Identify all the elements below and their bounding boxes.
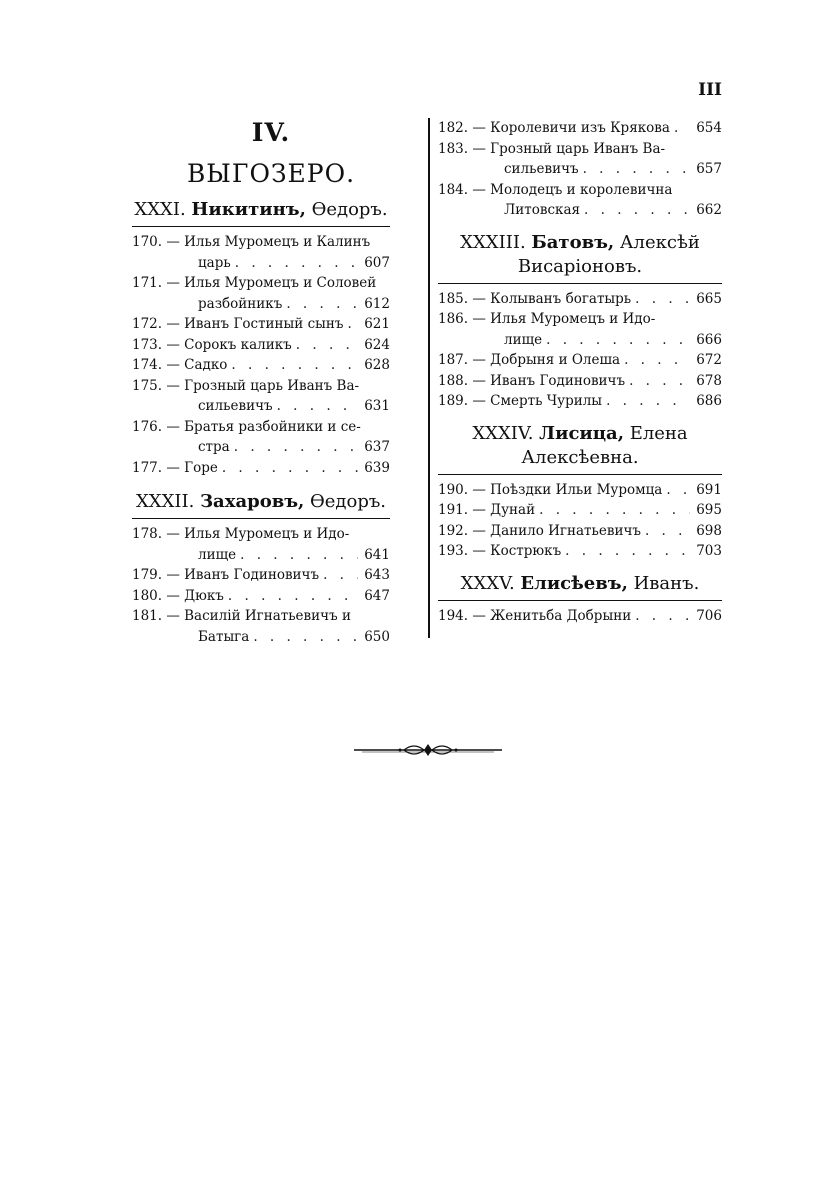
leader-dots (670, 118, 690, 139)
section-numeral: XXXI. (134, 199, 192, 220)
entry-page-number: 666 (696, 331, 722, 348)
section-given-name: Елена Алексѣевна. (521, 422, 688, 468)
toc-entry (132, 273, 390, 314)
section-rule (438, 283, 722, 284)
entry-title: 186. — Илья Муромецъ и Идо- (438, 311, 656, 327)
toc-entry-line (132, 273, 390, 294)
toc-entry (132, 565, 390, 586)
entry-title-continuation: лище (504, 331, 543, 348)
section-rule (132, 518, 390, 519)
toc-entry (438, 541, 722, 562)
toc-entry (438, 118, 722, 139)
entry-title: 185. — Колыванъ богатырь (438, 290, 632, 307)
leader-dots (224, 586, 358, 607)
leader-dots (542, 330, 690, 351)
toc-entry-line (132, 524, 390, 545)
leader-dots (230, 437, 358, 458)
leader-dots (343, 314, 358, 335)
toc-entry-line (132, 627, 390, 648)
toc-entry (438, 500, 722, 521)
entry-title-continuation: стра (198, 439, 230, 455)
leader-dots (641, 521, 690, 542)
right-sections (438, 231, 722, 627)
toc-entry-line (438, 200, 722, 221)
toc-entry (438, 606, 722, 627)
entry-page-number: 641 (364, 546, 390, 563)
leader-dots (218, 458, 358, 479)
toc-entry (438, 350, 722, 371)
entry-title: 188. — Иванъ Годиновичъ (438, 372, 626, 389)
entry-page-number: 621 (364, 316, 390, 332)
entry-page-number: 665 (696, 290, 722, 307)
entry-page-number: 612 (364, 295, 390, 312)
toc-entry-line (132, 253, 390, 274)
toc-entry-line (438, 159, 722, 180)
entry-page-number: 698 (696, 522, 722, 539)
entry-page-number: 678 (696, 372, 722, 389)
leader-dots (580, 200, 690, 221)
entry-page-number: 607 (364, 254, 390, 271)
entry-page-number: 706 (696, 607, 722, 624)
ornament-divider (354, 738, 502, 762)
entry-list (438, 480, 722, 562)
entry-title-continuation: царь (198, 254, 231, 271)
section-rule (438, 600, 722, 601)
leader-dots (631, 289, 690, 310)
leader-dots (535, 500, 690, 521)
leader-dots (227, 355, 358, 376)
entry-page-number: 639 (364, 459, 390, 476)
author-section (438, 572, 722, 627)
leader-dots (231, 253, 358, 274)
toc-entry-line (132, 565, 390, 586)
section-surname: Батовъ, (531, 231, 615, 253)
entry-title-continuation: Литовская (504, 202, 581, 218)
entry-title: 193. — Кострюкъ (438, 543, 562, 559)
toc-entry-line (438, 391, 722, 412)
section-given-name: Иванъ. (627, 572, 700, 594)
toc-entry-line (132, 335, 390, 356)
toc-entry-line (132, 376, 390, 397)
section-heading (438, 572, 722, 596)
entry-title-continuation: Батыга (198, 628, 250, 645)
section-rule (438, 474, 722, 475)
leader-dots (282, 294, 358, 315)
entry-page-number: 637 (364, 439, 390, 455)
entry-title: 191. — Дунай (438, 502, 536, 518)
entry-page-number: 703 (696, 543, 722, 559)
entry-title: 175. — Грозный царь Иванъ Ва- (132, 377, 360, 394)
section-given-name: Ѳедоръ. (304, 491, 387, 512)
entry-title-continuation: разбойникъ (198, 295, 283, 312)
toc-entry (132, 417, 390, 458)
author-section (132, 490, 390, 647)
entry-title: 192. — Данило Игнатьевичъ (438, 522, 641, 539)
entry-title: 181. — Василій Игнатьевичъ и (132, 608, 351, 624)
section-numeral: XXXII. (135, 491, 201, 512)
section-numeral: XXXIV. (472, 422, 540, 444)
toc-entry (438, 480, 722, 501)
entry-page-number: 695 (696, 502, 722, 518)
right-intro-entries (438, 118, 722, 221)
entry-title: 171. — Илья Муромецъ и Соловей (132, 275, 377, 291)
section-surname: Лисица, (539, 422, 624, 444)
left-sections (132, 198, 390, 647)
leader-dots (625, 371, 690, 392)
entry-title: 174. — Садко (132, 357, 228, 373)
entry-title-continuation: сильевичъ (198, 398, 273, 414)
toc-entry (438, 180, 722, 221)
entry-title: 180. — Дюкъ (132, 587, 224, 604)
entry-page-number: 657 (696, 161, 722, 177)
entry-page-number: 686 (696, 393, 722, 409)
leader-dots (236, 545, 358, 566)
section-heading (132, 198, 390, 222)
toc-entry-line (438, 118, 722, 139)
leader-dots (561, 541, 690, 562)
section-surname: Захаровъ, (200, 491, 305, 512)
toc-entry-line (132, 458, 390, 479)
entry-title: 189. — Смерть Чурилы (438, 393, 603, 409)
author-section (438, 422, 722, 562)
leader-dots (602, 391, 690, 412)
entry-title-continuation: сильевичъ (504, 161, 579, 177)
entry-title: 182. — Королевичи изъ Крякова (438, 120, 670, 136)
entry-title: 178. — Илья Муромецъ и Идо- (132, 526, 350, 542)
section-numeral: XXXIII. (460, 231, 532, 253)
toc-entry-line (132, 232, 390, 253)
entry-page-number: 628 (364, 357, 390, 373)
toc-entry (132, 355, 390, 376)
section-given-name: Алексѣй Висаріоновъ. (517, 231, 700, 277)
leader-dots (631, 606, 690, 627)
toc-entry-line (132, 586, 390, 607)
entry-title-continuation: лище (198, 546, 237, 563)
toc-entry (132, 524, 390, 565)
author-section (438, 231, 722, 412)
section-numeral: XXXV. (460, 572, 521, 594)
entry-page-number: 624 (364, 336, 390, 353)
leader-dots (579, 159, 690, 180)
toc-entry-line (438, 350, 722, 371)
toc-entry (132, 606, 390, 647)
leader-dots (620, 350, 690, 371)
toc-entry (438, 521, 722, 542)
toc-entry (132, 232, 390, 273)
toc-entry-line (438, 289, 722, 310)
section-given-name: Ѳедоръ. (305, 199, 388, 220)
entry-page-number: 672 (696, 352, 722, 368)
toc-entry (438, 309, 722, 350)
toc-entry-line (438, 541, 722, 562)
toc-entry-line (438, 330, 722, 351)
toc-entry-line (132, 606, 390, 627)
toc-entry (132, 586, 390, 607)
part-title: IV. (251, 118, 291, 147)
toc-entry (438, 289, 722, 310)
section-heading (438, 231, 722, 279)
section-heading (132, 490, 390, 514)
section-surname: Никитинъ, (191, 199, 306, 220)
entry-list (438, 289, 722, 412)
entry-page-number: 650 (364, 628, 390, 645)
entry-page-number: 691 (696, 481, 722, 498)
column-divider (428, 118, 430, 638)
leader-dots (292, 335, 358, 356)
toc-entry (132, 458, 390, 479)
toc-entry-line (438, 500, 722, 521)
toc-entry-line (132, 294, 390, 315)
toc-entry (132, 335, 390, 356)
page-number: III (698, 80, 722, 100)
entry-title: 173. — Сорокъ каликъ (132, 336, 292, 353)
toc-entry-line (438, 606, 722, 627)
toc-entry-line (438, 371, 722, 392)
section-surname: Елисѣевъ, (520, 572, 628, 594)
section-rule (132, 226, 390, 227)
entry-page-number: 654 (696, 120, 722, 136)
toc-entry-line (132, 314, 390, 335)
leader-dots (249, 627, 358, 648)
entry-list (132, 232, 390, 478)
toc-entry-line (438, 139, 722, 160)
toc-entry-line (132, 545, 390, 566)
entry-title: 170. — Илья Муромецъ и Калинъ (132, 234, 371, 250)
toc-entry-line (132, 437, 390, 458)
entry-list (132, 524, 390, 647)
entry-title: 177. — Горе (132, 459, 218, 476)
entry-page-number: 643 (364, 567, 390, 583)
toc-entry-line (438, 180, 722, 201)
entry-page-number: 662 (696, 202, 722, 218)
left-column (132, 118, 390, 647)
toc-entry (438, 391, 722, 412)
toc-entry (132, 376, 390, 417)
entry-title: 183. — Грозный царь Иванъ Ва- (438, 140, 666, 157)
toc-entry-line (132, 355, 390, 376)
entry-title: 187. — Добрыня и Олеша (438, 352, 621, 368)
leader-dots (662, 480, 690, 501)
entry-title: 184. — Молодецъ и королевична (438, 181, 673, 198)
toc-entry-line (132, 417, 390, 438)
toc-entry-line (132, 396, 390, 417)
toc-entry (438, 139, 722, 180)
toc-entry-line (438, 480, 722, 501)
toc-entry-line (438, 309, 722, 330)
entry-list (438, 606, 722, 627)
leader-dots (273, 396, 358, 417)
entry-title: 176. — Братья разбойники и се- (132, 418, 361, 435)
leader-dots (319, 565, 358, 586)
section-heading (438, 422, 722, 470)
region-title: ВЫГОЗЕРО. (186, 159, 356, 188)
toc-entry (438, 371, 722, 392)
entry-title: 179. — Иванъ Годиновичъ (132, 567, 320, 583)
entry-page-number: 631 (364, 398, 390, 414)
entry-title: 172. — Иванъ Гостиный сынъ (132, 316, 344, 332)
toc-entry-line (438, 521, 722, 542)
entry-page-number: 647 (364, 587, 390, 604)
toc-entry (132, 314, 390, 335)
right-column (438, 118, 722, 626)
entry-title: 194. — Женитьба Добрыни (438, 607, 632, 624)
entry-title: 190. — Поѣздки Ильи Муромца (438, 481, 663, 498)
author-section (132, 198, 390, 478)
